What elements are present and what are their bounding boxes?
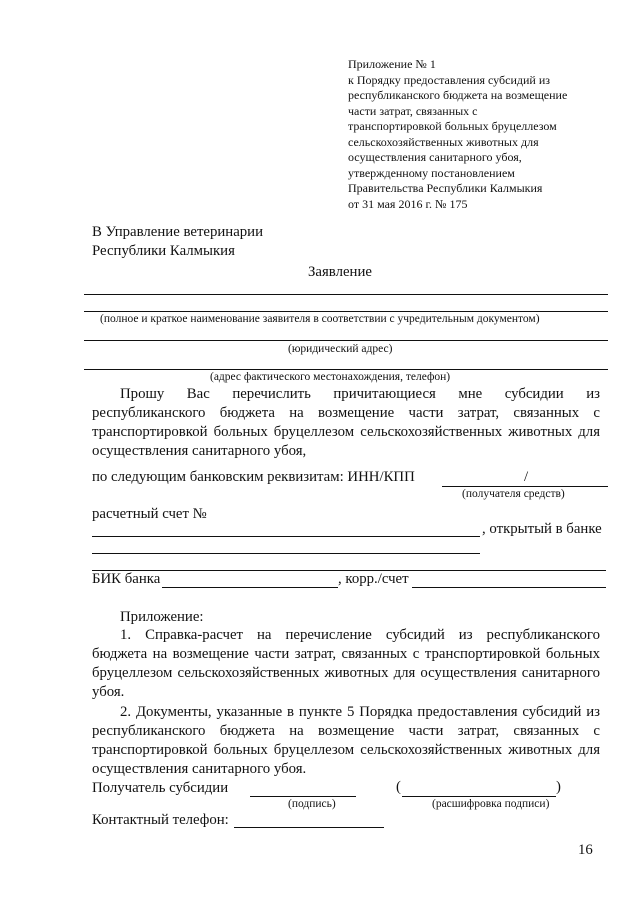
recipient-caption: (получателя средств) xyxy=(462,488,565,500)
attachment-item-2 xyxy=(92,703,600,779)
decoding-close-paren: ) xyxy=(556,779,561,795)
appendix-line: Приложение № 1 xyxy=(348,57,436,71)
addressee-line-2: Республики Калмыкия xyxy=(92,243,235,259)
appendix-line: Правительства Республики Калмыкия xyxy=(348,181,543,195)
attachment-line: бюджета на возмещение части затрат, связанных с транспортировкой больных xyxy=(92,646,600,662)
request-line: осуществления санитарного убоя, xyxy=(92,443,307,459)
contact-phone-label: Контактный телефон: xyxy=(92,812,229,828)
bik-label: БИК банка xyxy=(92,571,161,587)
decoding-open-paren: ( xyxy=(396,779,401,795)
request-paragraph xyxy=(92,385,600,461)
signature-caption: (подпись) xyxy=(288,798,336,810)
attachment-line: транспортировкой больных бруцеллезом сельскохозяйственных животных для xyxy=(92,742,600,758)
attachments-heading: Приложение: xyxy=(120,609,204,625)
inn-field-line[interactable] xyxy=(442,486,608,487)
document-title: Заявление xyxy=(308,264,372,280)
bank-requisites-label: по следующим банковским реквизитам: ИНН/КПП xyxy=(92,469,415,485)
attachment-line: убоя. xyxy=(92,684,125,700)
bank-name-line-1[interactable] xyxy=(92,553,480,554)
request-line: Прошу Вас перечислить причитающиеся мне субсидии из xyxy=(120,386,600,402)
attachment-line: республиканского бюджета на возмещение части затрат, связанных с xyxy=(92,723,600,739)
addressee-line-1: В Управление ветеринарии xyxy=(92,224,264,240)
request-line: республиканского бюджета на возмещение части затрат, связанных с xyxy=(92,405,600,421)
appendix-line: республиканского бюджета на возмещение xyxy=(348,88,568,102)
applicant-name-line-2[interactable] xyxy=(84,311,608,312)
opened-in-bank-label: , открытый в банке xyxy=(482,521,602,537)
attachment-line: 1. Справка-расчет на перечисление субсидий из республиканского xyxy=(120,627,600,643)
appendix-line: утвержденному постановлением xyxy=(348,165,515,180)
page-number: 16 xyxy=(578,842,593,858)
request-line: транспортировкой больных бруцеллезом сельскохозяйственных животных для xyxy=(92,424,600,440)
signature-line[interactable] xyxy=(250,796,356,797)
corr-account-line[interactable] xyxy=(412,587,606,588)
appendix-line: части затрат, связанных с xyxy=(348,103,478,118)
appendix-line: осуществления санитарного убоя, xyxy=(348,150,522,164)
inn-kpp-slash: / xyxy=(524,469,529,485)
account-line[interactable] xyxy=(92,536,480,537)
account-label: расчетный счет № xyxy=(92,506,207,522)
recipient-label: Получатель субсидии xyxy=(92,780,229,796)
attachment-line: 2. Документы, указанные в пункте 5 Порядка предоставления субсидий из xyxy=(120,704,600,720)
contact-phone-line[interactable] xyxy=(234,827,384,828)
bik-line[interactable] xyxy=(162,587,338,588)
appendix-header xyxy=(348,57,567,212)
appendix-line: сельскохозяйственных животных для xyxy=(348,134,539,149)
decoding-caption: (расшифровка подписи) xyxy=(432,798,550,810)
actual-address-caption: (адрес фактического местонахождения, телефон) xyxy=(210,371,451,383)
attachment-line: осуществления санитарного убоя. xyxy=(92,761,307,777)
legal-address-caption: (юридический адрес) xyxy=(288,343,393,355)
attachment-item-1 xyxy=(92,626,600,702)
appendix-line: транспортировкой больных бруцеллезом xyxy=(348,119,557,133)
applicant-name-caption: (полное и краткое наименование заявителя в соответствии с учредительным документом) xyxy=(100,313,540,325)
actual-address-line[interactable] xyxy=(84,369,608,370)
corr-account-label: , корр./счет xyxy=(338,571,409,587)
applicant-name-line-1[interactable] xyxy=(84,294,608,295)
appendix-line: к Порядку предоставления субсидий из xyxy=(348,72,550,87)
decoding-line[interactable] xyxy=(402,796,556,797)
appendix-line: от 31 мая 2016 г. № 175 xyxy=(348,196,468,211)
attachment-line: бруцеллезом сельскохозяйственных животных для осуществления санитарного xyxy=(92,665,600,681)
legal-address-line[interactable] xyxy=(84,340,608,341)
